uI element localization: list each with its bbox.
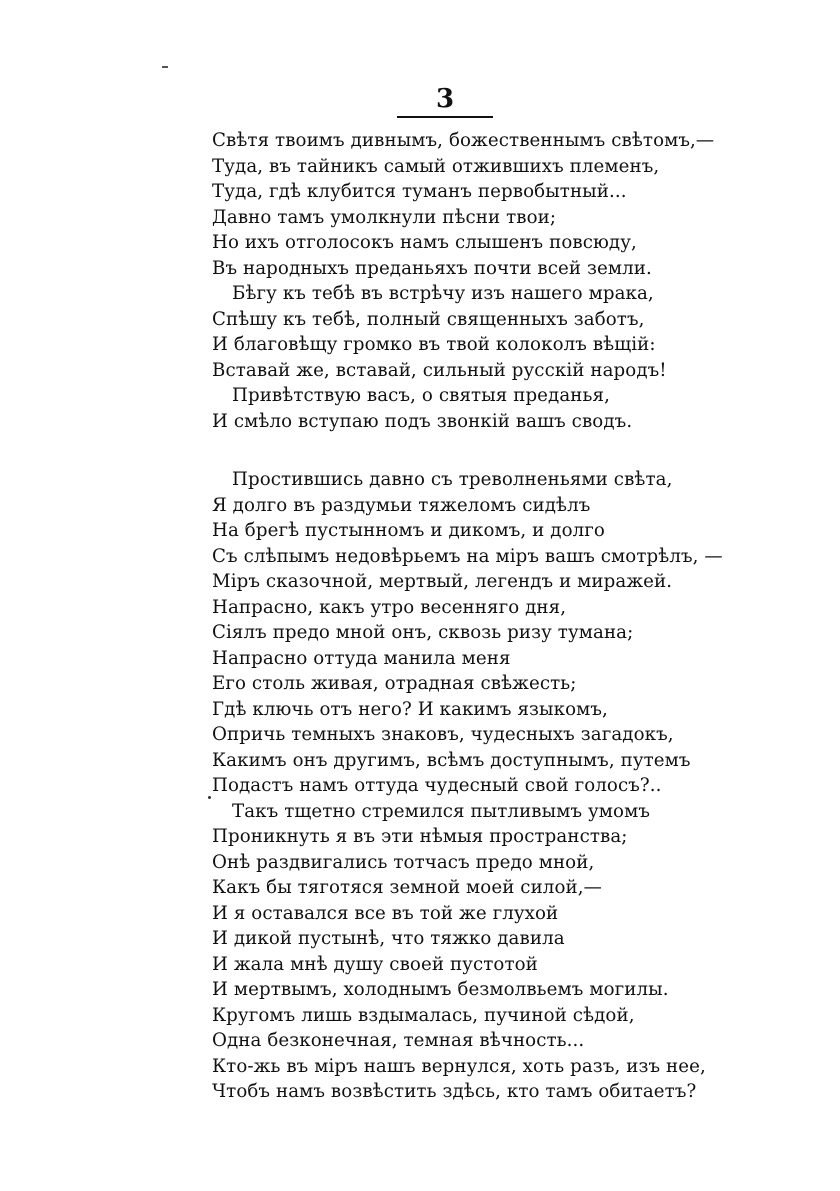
verse-line: Чтобъ намъ возвѣстить здѣсь, кто тамъ обитаетъ?: [212, 1081, 697, 1102]
verse-line: Сіялъ предо мной онъ, сквозь ризу тумана;: [212, 622, 634, 643]
verse-line: Подастъ намъ оттуда чудесный свой голосъ?..: [212, 775, 662, 796]
page-header: [395, 84, 495, 118]
verse-line: Его столь живая, отрадная свѣжесть;: [212, 673, 577, 694]
verse-line: Съ слѣпымъ недовѣрьемъ на міръ вашъ смотрѣлъ, —: [212, 545, 723, 567]
verse-line: Туда, въ тайникъ самый отжившихъ племенъ,: [212, 155, 660, 177]
verse-line: Свѣтя твоимъ дивнымъ, божественнымъ свѣтомъ,—: [212, 130, 715, 151]
verse-line: Спѣшу къ тебѣ, полный священныхъ заботъ,: [212, 308, 645, 330]
verse-line: Онѣ раздвигались тотчасъ предо мной,: [212, 851, 595, 873]
verse-line: Кто-жь въ міръ нашъ вернулся, хоть разъ, изъ нее,: [212, 1055, 706, 1077]
verse-line: Какимъ онъ другимъ, всѣмъ доступнымъ, путемъ: [212, 749, 691, 771]
verse-line: Міръ сказочной, мертвый, легендъ и миражей.: [212, 571, 673, 592]
page-number: 3: [435, 84, 455, 114]
verse-line: Напрасно оттуда манила меня: [212, 647, 511, 669]
verse-line: И мертвымъ, холоднымъ безмолвьемъ могилы.: [212, 979, 669, 1000]
verse-line: Вставай же, вставай, сильный русскій народъ!: [212, 359, 667, 381]
verse-line: Напрасно, какъ утро весенняго дня,: [212, 596, 567, 618]
stanza-2: [212, 467, 812, 1105]
verse-line: Простившись давно съ треволненьями свѣта,: [232, 469, 673, 490]
verse-line: Гдѣ ключь отъ него? И какимъ языкомъ,: [212, 698, 608, 720]
verse-line: Туда, гдѣ клубится туманъ первобытный...: [212, 181, 627, 202]
verse-line: Я долго въ раздумьи тяжеломъ сидѣлъ: [212, 494, 591, 516]
verse-line: И благовѣщу громко въ твой колоколъ вѣщій:: [212, 334, 656, 355]
verse-line: Въ народныхъ преданьяхъ почти всей земли.: [212, 257, 652, 279]
margin-mark: [162, 66, 168, 68]
verse-line: На брегѣ пустынномъ и дикомъ, и долго: [212, 520, 605, 541]
verse-line: Бѣгу къ тебѣ въ встрѣчу изъ нашего мрака,: [232, 283, 654, 304]
verse-line: Но ихъ отголосокъ намъ слышенъ повсюду,: [212, 232, 637, 253]
header-rule: [397, 116, 493, 118]
verse-line: И жала мнѣ душу своей пустотой: [212, 953, 538, 975]
verse-line: И смѣло вступаю подъ звонкій вашъ сводъ.: [212, 410, 633, 432]
verse-line: И дикой пустынѣ, что тяжко давила: [212, 928, 565, 949]
verse-line: Одна безконечная, темная вѣчность...: [212, 1030, 585, 1051]
verse-line: Опричь темныхъ знаковъ, чудесныхъ загадокъ,: [212, 724, 674, 745]
stanza-1: [212, 128, 812, 434]
verse-line: Привѣтствую васъ, о святыя преданья,: [232, 385, 610, 406]
verse-line: Кругомъ лишь вздымалась, пучиной сѣдой,: [212, 1004, 635, 1026]
verse-line: И я оставался все въ той же глухой: [212, 902, 559, 924]
verse-line: Давно тамъ умолкнули пѣсни твои;: [212, 206, 557, 228]
verse-line: Проникнуть я въ эти нѣмыя пространства;: [212, 826, 628, 847]
ink-speck: [208, 796, 211, 799]
verse-line: Такъ тщетно стремился пытливымъ умомъ: [232, 800, 651, 822]
verse-line: Какъ бы тяготяся земной моей силой,—: [212, 877, 602, 898]
